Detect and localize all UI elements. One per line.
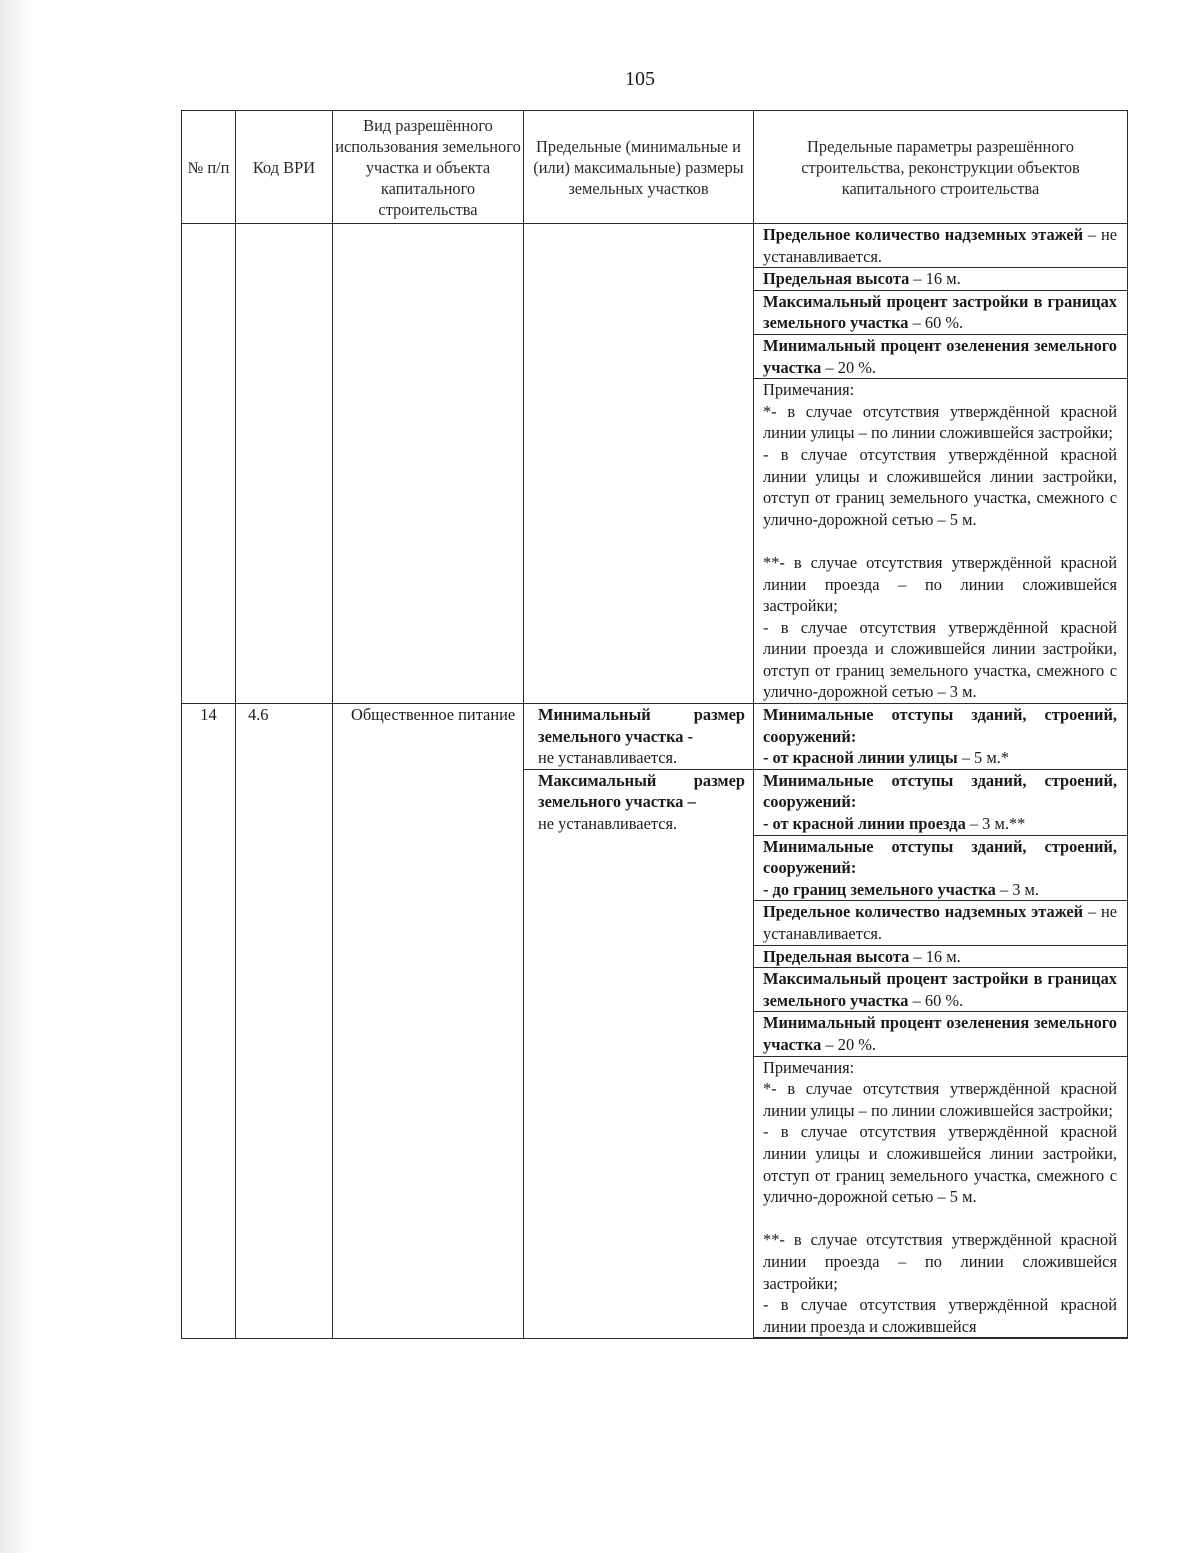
note-item: - в случае отсутствия утверждённой красной линии улицы и сложившейся линии застройки, отступ от границ земельного участка, смежного с улично-дорожной сетью – 5 м. xyxy=(763,444,1117,529)
cont-name-cell xyxy=(333,224,524,704)
cont-num-cell xyxy=(182,224,236,704)
param-greening: Минимальный процент озеленения земельного участка – 20 %. xyxy=(754,334,1128,378)
param-setback-street: Минимальные отступы зданий, строений, сооружений: - от красной линии улицы – 5 м.* xyxy=(754,704,1128,770)
header-code: Код ВРИ xyxy=(236,111,333,224)
param-setback-plot: Минимальные отступы зданий, строений, сооружений: - до границ земельного участка – 3 м. xyxy=(754,835,1128,901)
header-use-kind: Вид разрешённого использования земельного участка и объекта капитального строительства xyxy=(333,111,524,224)
cont-size-cell xyxy=(524,224,754,704)
header-number: № п/п xyxy=(182,111,236,224)
page-number: 105 xyxy=(625,68,655,90)
notes-title: Примечания: xyxy=(763,380,855,400)
scan-edge-shadow xyxy=(0,0,36,1553)
note-item: **- в случае отсутствия утверждённой красной линии проезда – по линии сложившейся застройки; xyxy=(763,1230,1117,1293)
note-item: - в случае отсутствия утверждённой красной линии проезда и сложившейся xyxy=(763,1295,1117,1336)
param-coverage: Максимальный процент застройки в границах земельного участка – 60 %. xyxy=(754,968,1128,1012)
header-build-params: Предельные параметры разрешённого строительства, реконструкции объектов капитального строительства xyxy=(754,111,1128,224)
note-item: - в случае отсутствия утверждённой красной линии проезда и сложившейся линии застройки, отступ от границ земельного участка, смежного с улично-дорожной сетью – 3 м. xyxy=(763,617,1117,702)
min-size-cell: Минимальный размер земельного участка - не устанавливается. xyxy=(524,704,754,770)
note-item: *- в случае отсутствия утверждённой красной линии улицы – по линии сложившейся застройки; xyxy=(763,401,1117,443)
notes-title: Примечания: xyxy=(763,1057,855,1077)
notes-cell xyxy=(754,1056,1128,1338)
param-floors: Предельное количество надземных этажей – не устанавливается. xyxy=(754,901,1128,945)
row-use-name: Общественное питание xyxy=(333,704,524,1339)
param-height: Предельная высота – 16 м. xyxy=(754,945,1128,968)
row-code: 4.6 xyxy=(236,704,333,1339)
note-item: *- в случае отсутствия утверждённой красной линии улицы – по линии сложившейся застройки; xyxy=(763,1079,1117,1120)
max-size-cell: Максимальный размер земельного участка – не устанавливается. xyxy=(524,769,754,1338)
param-coverage: Максимальный процент застройки в границах земельного участка – 60 %. xyxy=(754,290,1128,334)
param-height: Предельная высота – 16 м. xyxy=(754,268,1128,291)
table-row xyxy=(182,224,1128,268)
row-number: 14 xyxy=(182,704,236,1339)
param-floors: Предельное количество надземных этажей – не устанавливается. xyxy=(754,224,1128,268)
regulations-table xyxy=(181,110,1128,1339)
note-item: - в случае отсутствия утверждённой красной линии улицы и сложившейся линии застройки, отступ от границ земельного участка, смежного с улично-дорожной сетью – 5 м. xyxy=(763,1122,1117,1207)
notes-cell xyxy=(754,379,1128,704)
cont-code-cell xyxy=(236,224,333,704)
table-row xyxy=(182,704,1128,770)
param-setback-drive: Минимальные отступы зданий, строений, сооружений: - от красной линии проезда – 3 м.** xyxy=(754,769,1128,835)
header-plot-size: Предельные (минимальные и (или) максимальные) размеры земельных участков xyxy=(524,111,754,224)
param-greening: Минимальный процент озеленения земельного участка – 20 %. xyxy=(754,1012,1128,1056)
note-item: **- в случае отсутствия утверждённой красной линии проезда – по линии сложившейся застройки; xyxy=(763,552,1117,616)
table-header-row xyxy=(182,111,1128,224)
